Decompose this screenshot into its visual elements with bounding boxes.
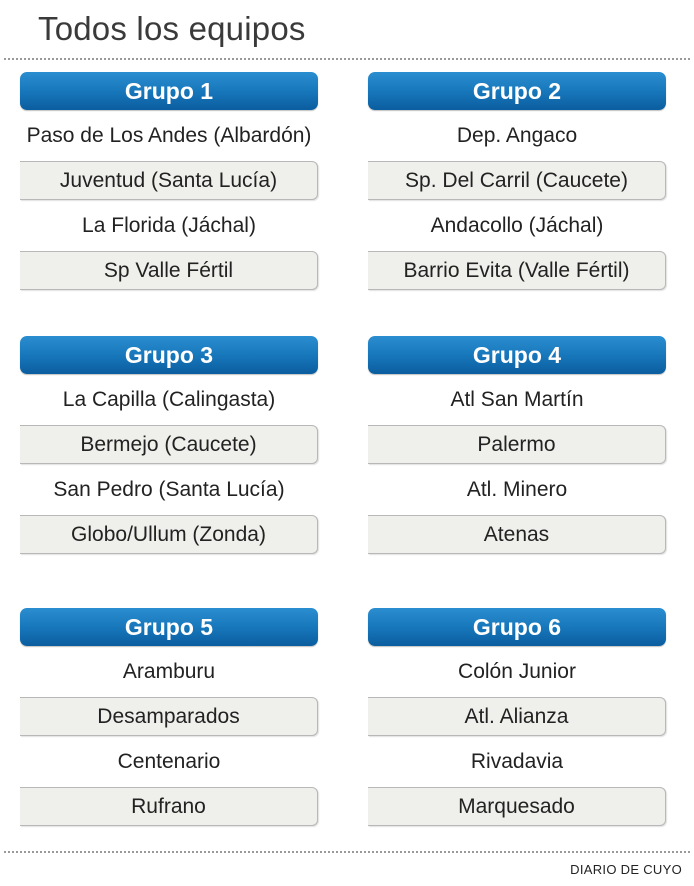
team-row: Desamparados bbox=[20, 697, 318, 736]
team-row: Barrio Evita (Valle Fértil) bbox=[368, 251, 666, 290]
group-5 bbox=[20, 608, 318, 826]
team-row: Bermejo (Caucete) bbox=[20, 425, 318, 464]
group-header: Grupo 4 bbox=[368, 336, 666, 374]
team-row: Marquesado bbox=[368, 787, 666, 826]
team-row: Sp. Del Carril (Caucete) bbox=[368, 161, 666, 200]
group-header: Grupo 3 bbox=[20, 336, 318, 374]
team-row: Colón Junior bbox=[458, 659, 576, 683]
group-header: Grupo 1 bbox=[20, 72, 318, 110]
team-row: La Capilla (Calingasta) bbox=[62, 387, 276, 411]
team-row: Paso de Los Andes (Albardón) bbox=[26, 123, 312, 147]
team-row: Palermo bbox=[368, 425, 666, 464]
group-header: Grupo 2 bbox=[368, 72, 666, 110]
group-2 bbox=[368, 72, 666, 290]
team-row: Atl. Minero bbox=[466, 477, 568, 501]
team-row: Juventud (Santa Lucía) bbox=[20, 161, 318, 200]
team-row: Rivadavia bbox=[470, 749, 564, 773]
group-header: Grupo 5 bbox=[20, 608, 318, 646]
team-row: Atl. Alianza bbox=[368, 697, 666, 736]
team-row: Atl San Martín bbox=[450, 387, 584, 411]
team-row: Atenas bbox=[368, 515, 666, 554]
bottom-dotted-divider bbox=[4, 851, 690, 853]
team-row: Centenario bbox=[117, 749, 221, 773]
group-3 bbox=[20, 336, 318, 554]
group-1 bbox=[20, 72, 318, 290]
team-row: La Florida (Jáchal) bbox=[82, 213, 256, 237]
footer-credit: DIARIO DE CUYO bbox=[570, 862, 682, 877]
group-4 bbox=[368, 336, 666, 554]
team-row: Dep. Angaco bbox=[456, 123, 578, 147]
team-row: Andacollo (Jáchal) bbox=[430, 213, 604, 237]
page-title: Todos los equipos bbox=[38, 10, 306, 47]
team-row: Rufrano bbox=[20, 787, 318, 826]
group-6 bbox=[368, 608, 666, 826]
top-dotted-divider bbox=[4, 58, 690, 60]
team-row: Aramburu bbox=[122, 659, 216, 683]
team-row: Sp Valle Fértil bbox=[20, 251, 318, 290]
team-row: Globo/Ullum (Zonda) bbox=[20, 515, 318, 554]
team-row: San Pedro (Santa Lucía) bbox=[53, 477, 285, 501]
group-header: Grupo 6 bbox=[368, 608, 666, 646]
